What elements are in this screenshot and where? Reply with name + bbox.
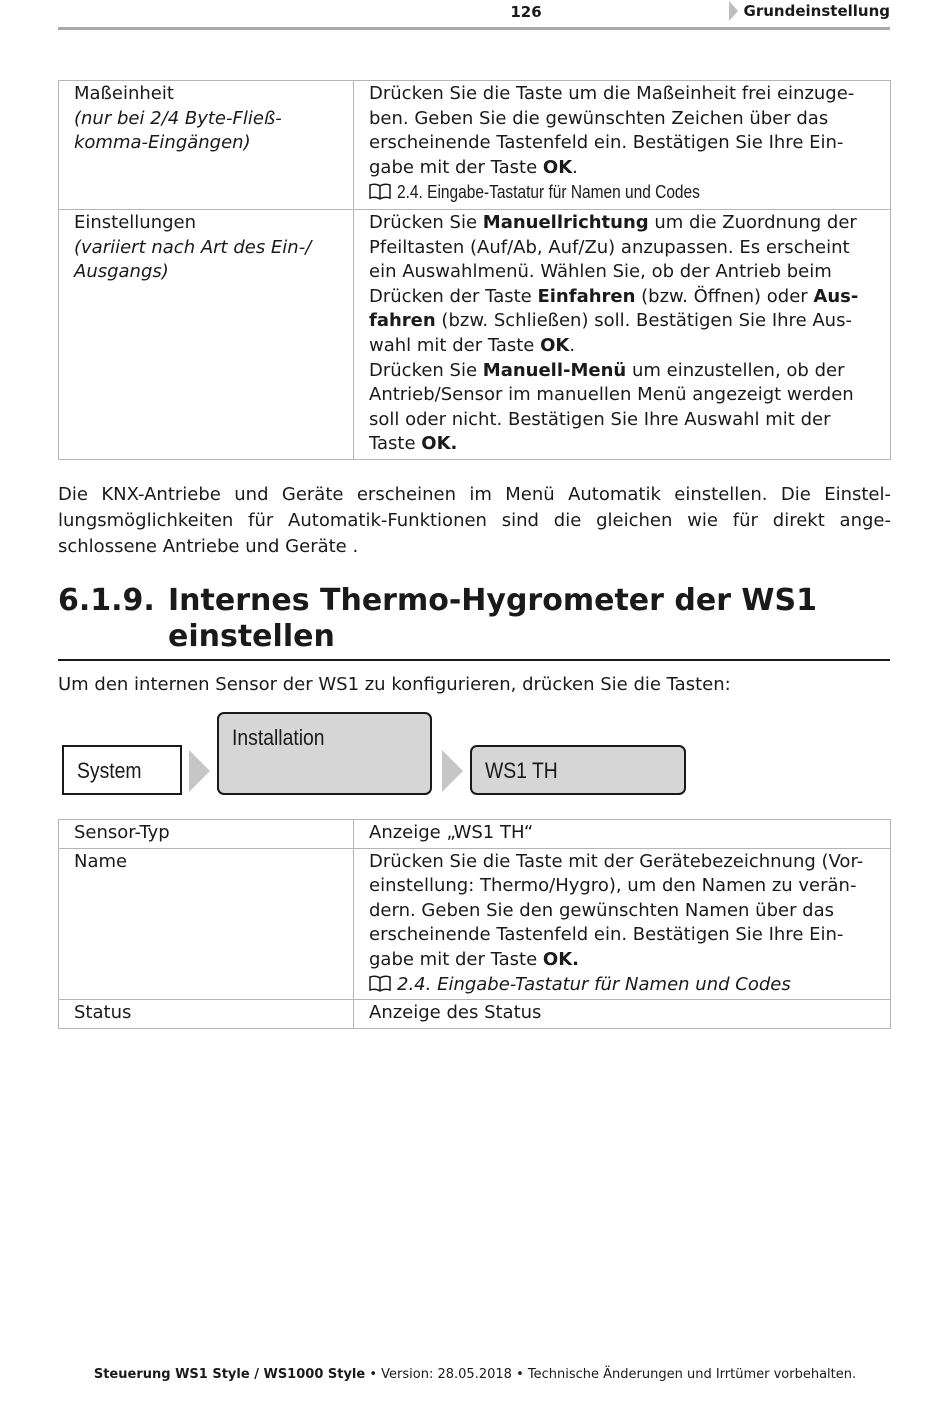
nav-arrow-right-icon <box>442 750 463 792</box>
footer-separator: • <box>369 1367 378 1382</box>
installation-button-label: Installation <box>232 725 325 750</box>
description-text: . <box>572 156 578 178</box>
section-tab-arrow-icon <box>729 1 738 21</box>
description-bold: Aus-fahren <box>369 285 859 332</box>
footer-notice: Technische Änderungen und Irrtümer vorbehalten. <box>527 1367 857 1382</box>
description-bold: OK. <box>542 948 579 970</box>
description-text: (bzw. Öffnen) oder <box>635 285 814 307</box>
footer-product: Steuerung WS1 Style / WS1000 Style <box>93 1367 366 1382</box>
description-text: Drücken Sie die Taste mit der Gerätebezeichnung (Vor-einstellung: Thermo/Hygro), um den Namen zu verän-dern. Geben Sie den gewünschten Namen über das erscheinende Tastenfeld ein. Bestätigen Sie Ihre Ein-gabe mit der Taste <box>369 850 864 970</box>
settings-table <box>58 80 891 460</box>
description-text: Drücken Sie die Taste um die Maßeinheit frei einzuge-ben. Geben Sie die gewünschten Zeichen über das erscheinende Tastenfeld ein. Bestätigen Sie Ihre Ein-gabe mit der Taste <box>369 83 855 178</box>
section-title: Grundeinstellung <box>743 2 890 20</box>
row-description <box>369 82 882 180</box>
book-icon <box>369 975 391 993</box>
table-cell-description <box>354 848 891 1000</box>
nav-arrow-right-icon <box>189 750 210 792</box>
description-text: Drücken Sie <box>369 359 483 381</box>
table-cell-description <box>354 210 891 460</box>
ws1th-button-label: WS1 TH <box>485 758 558 783</box>
installation-button[interactable] <box>217 712 432 795</box>
table-row <box>59 1000 891 1029</box>
heading-number: 6.1.9. <box>58 583 155 618</box>
page-header <box>58 0 890 30</box>
table-cell-label: Name <box>59 848 354 1000</box>
table-cell-description: Anzeige „WS1 TH“ <box>354 820 891 849</box>
description-text: um einzustellen, ob der Antrieb/Sensor im manuellen Menü angezeigt werden soll oder nicht. Bestätigen Sie Ihre Auswahl mit der Taste <box>369 359 854 455</box>
table-cell-description <box>354 81 891 210</box>
footer-version: Version: 28.05.2018 <box>381 1367 512 1382</box>
heading-title: Internes Thermo-Hygrometer der WS1 einstellen <box>168 583 817 654</box>
system-button-label: System <box>77 758 142 783</box>
description-text: Drücken Sie <box>369 212 483 233</box>
table-cell-description: Anzeige des Status <box>354 1000 891 1029</box>
description-text: . <box>569 334 576 356</box>
row-reference <box>369 180 882 206</box>
reference-link[interactable]: 2.4. Eingabe-Tastatur für Namen und Codes <box>397 973 791 995</box>
sensor-table <box>58 819 891 1029</box>
row-description <box>369 211 882 359</box>
reference-link[interactable]: 2.4. Eingabe-Tastatur für Namen und Codes <box>397 182 700 203</box>
table-cell-label <box>59 81 354 210</box>
book-icon <box>369 183 391 201</box>
table-cell-label: Sensor-Typ <box>59 820 354 849</box>
ws1th-button[interactable] <box>470 745 686 795</box>
description-text: um die Zuordnung der Pfeiltasten (Auf/Ab, Auf/Zu) anzupassen. Es erscheint ein Auswahlmenü. Wählen Sie, ob der Antrieb beim Drücken der Taste <box>369 212 857 307</box>
intro-text: Um den internen Sensor der WS1 zu konfigurieren, drücken Sie die Tasten: <box>58 674 731 695</box>
table-row <box>59 848 891 1000</box>
page-number: 126 <box>510 3 542 21</box>
page-footer <box>0 1367 950 1382</box>
table-cell-label: Status <box>59 1000 354 1029</box>
table-row <box>59 81 891 210</box>
row-label-note: (nur bei 2/4 Byte-Fließ-komma-Eingängen) <box>74 107 282 154</box>
description-bold: OK <box>540 334 570 356</box>
description-bold: OK. <box>421 433 458 455</box>
system-button[interactable] <box>62 745 182 795</box>
footer-separator: • <box>516 1367 524 1382</box>
description-bold: Manuell-Menü <box>482 359 627 381</box>
knx-paragraph: Die KNX-Antriebe und Geräte erscheinen im Menü Automatik einstellen. Die Einstel-lungsmöglichkeiten für Automatik-Funktionen sind die gleichen wie für direkt ange-schlossene Antriebe und Geräte . <box>58 484 891 557</box>
row-reference <box>369 973 882 998</box>
row-label: Einstellungen <box>74 212 197 233</box>
section-tab <box>729 0 890 22</box>
section-heading <box>58 583 890 661</box>
row-label-note: (variiert nach Art des Ein-/ Ausgangs) <box>74 236 312 283</box>
description-text: (bzw. Schließen) soll. Bestätigen Sie Ihre Aus-wahl mit der Taste <box>369 310 852 356</box>
table-row <box>59 210 891 460</box>
table-row <box>59 820 891 849</box>
table-cell-label <box>59 210 354 460</box>
row-description <box>369 850 882 973</box>
description-bold: Manuellrichtung <box>482 212 649 233</box>
row-label: Maßeinheit <box>74 83 174 104</box>
description-bold: Einfahren <box>537 285 636 307</box>
description-bold: OK <box>542 156 573 178</box>
row-description <box>369 359 882 457</box>
